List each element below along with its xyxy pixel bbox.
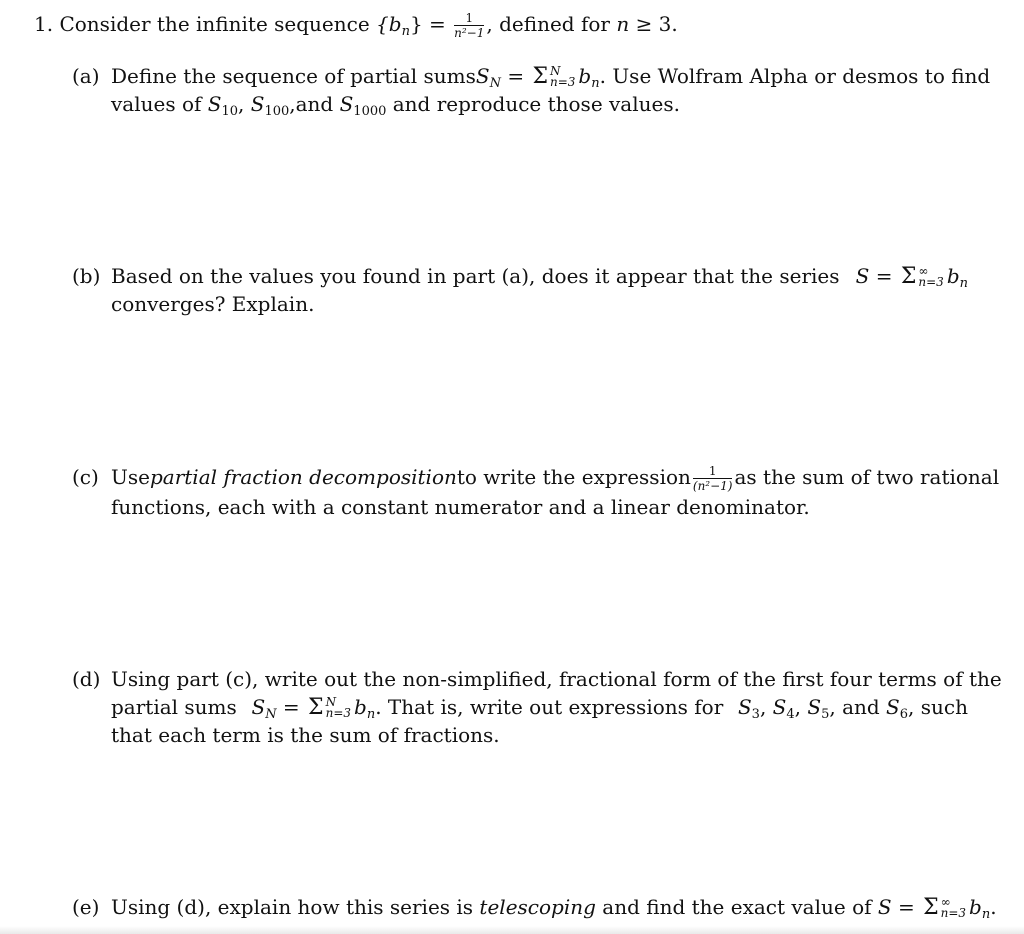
comma: , [238,92,245,116]
condition-variable: n [616,12,630,36]
sigma-symbol: Σ [923,895,939,920]
equals-sign: = [897,895,915,919]
sum-lower: n=3 [918,274,944,289]
term-b: b [354,695,367,719]
sigma-symbol: Σ [900,264,917,289]
part-a-label: (a) [72,64,100,88]
comma-and: ,and [289,92,334,116]
equals-sign: = [875,264,893,288]
part-b-label: (b) [72,264,101,288]
part-c-emphasis: partial fraction decomposition [149,465,457,489]
fraction-numerator: 1 [693,465,733,479]
s6-sub: 6 [899,707,909,722]
sum-upper: ∞ [940,894,951,909]
sigma-symbol: Σ [308,695,324,720]
term-b: b [969,895,982,919]
problem-intro: Consider the infinite sequence [59,12,370,36]
part-c-fraction [693,465,733,492]
equals-sign: = [282,695,300,719]
intro-tail: , defined for [486,12,610,36]
fraction-denominator: (n²−1) [692,479,733,493]
sum-limits [325,694,352,720]
fraction-numerator: 1 [454,12,484,26]
part-c-text2: to write the expression [456,465,691,489]
part-b-line2: converges? Explain. [111,292,315,316]
sequence-sub: n [401,24,410,39]
sum-limits [550,63,576,89]
s10-sub: 10 [221,104,239,119]
sum-lower: n=3 [550,74,576,89]
term-b-sub: n [591,76,600,91]
part-d-tail: , such [908,695,968,719]
part-d-line3: that each term is the sum of fractions. [111,723,500,747]
part-a-line2-start: values of [111,92,202,116]
part-d-terms: $S_3$, $S_4$, $S_5$, and $S_6$, such [737,695,968,722]
part-e-text2: and find the exact value of [602,895,872,919]
term-b: b [946,264,960,288]
sigma-symbol: Σ [532,64,548,89]
and-text: , and [829,695,880,719]
part-c-text3: as the sum of two rational [734,465,1000,489]
subscript-N: N [265,707,277,722]
s1000-sub: 1000 [353,104,387,119]
part-e-line1 [111,893,997,929]
s4-sub: 4 [786,707,795,722]
subscript-N: N [489,76,501,91]
sum-limits [918,263,944,289]
part-c-label: (c) [72,465,99,489]
symbol-S: S [855,264,870,288]
part-e-emphasis: telescoping [479,895,596,919]
page-bottom-edge [0,926,1024,934]
sum-lower: n=3 [940,905,967,920]
part-e-text1: Using (d), explain how this series is [111,895,474,919]
part-d-line1: Using part (c), write out the non-simplified, fractional form of the first four terms of the [111,667,1002,691]
part-b-formula [856,262,968,298]
symbol-S: S [251,695,266,719]
sum-upper: N [325,694,337,709]
part-d-text2: . That is, write out expressions for [375,695,724,719]
s3-sub: 3 [751,707,760,722]
problem-number: 1. [34,12,54,36]
term-b-sub: n [981,907,991,922]
condition-relation: ≥ 3. [635,12,678,36]
sequence-fraction [454,12,484,39]
fraction-denominator: n²−1 [454,26,485,40]
part-d-text1: partial sums [111,695,237,719]
sum-upper: ∞ [918,263,929,278]
term-b: b [578,64,592,88]
part-c-text1: Use [111,465,150,489]
s100-sub: 100 [264,104,290,119]
part-e-label: (e) [72,895,100,919]
part-a-line2-end: and reproduce those values. [392,92,680,116]
sequence-close: } = [409,12,446,36]
s5-sub: 5 [821,707,830,722]
symbol-S: S [475,64,490,88]
part-c-line1 [111,463,1000,493]
part-a-text2: . Use Wolfram Alpha or desmos to find [599,64,991,88]
problem-statement [34,10,678,46]
sum-limits [940,894,967,920]
sum-upper: N [550,63,561,78]
equals-sign: = [507,64,525,88]
part-a-text1: Define the sequence of partial sums [111,64,476,88]
sequence-open: {b [376,12,402,36]
part-d-label: (d) [72,667,101,691]
sum-lower: n=3 [325,705,352,720]
part-b-text1: Based on the values you found in part (a), does it appear that the series [111,264,840,288]
part-c-line2: functions, each with a constant numerator and a linear denominator. [111,495,810,519]
symbol-S: S [877,895,892,919]
part-c-fraction-wrap [691,463,999,492]
period: . [990,895,997,919]
term-b-sub: n [366,707,376,722]
term-b-sub: n [959,276,968,291]
part-a-line2: values of $S_{10}$, $S_{100},and$ $S_{1000}$ and reproduce those values. [111,92,680,119]
